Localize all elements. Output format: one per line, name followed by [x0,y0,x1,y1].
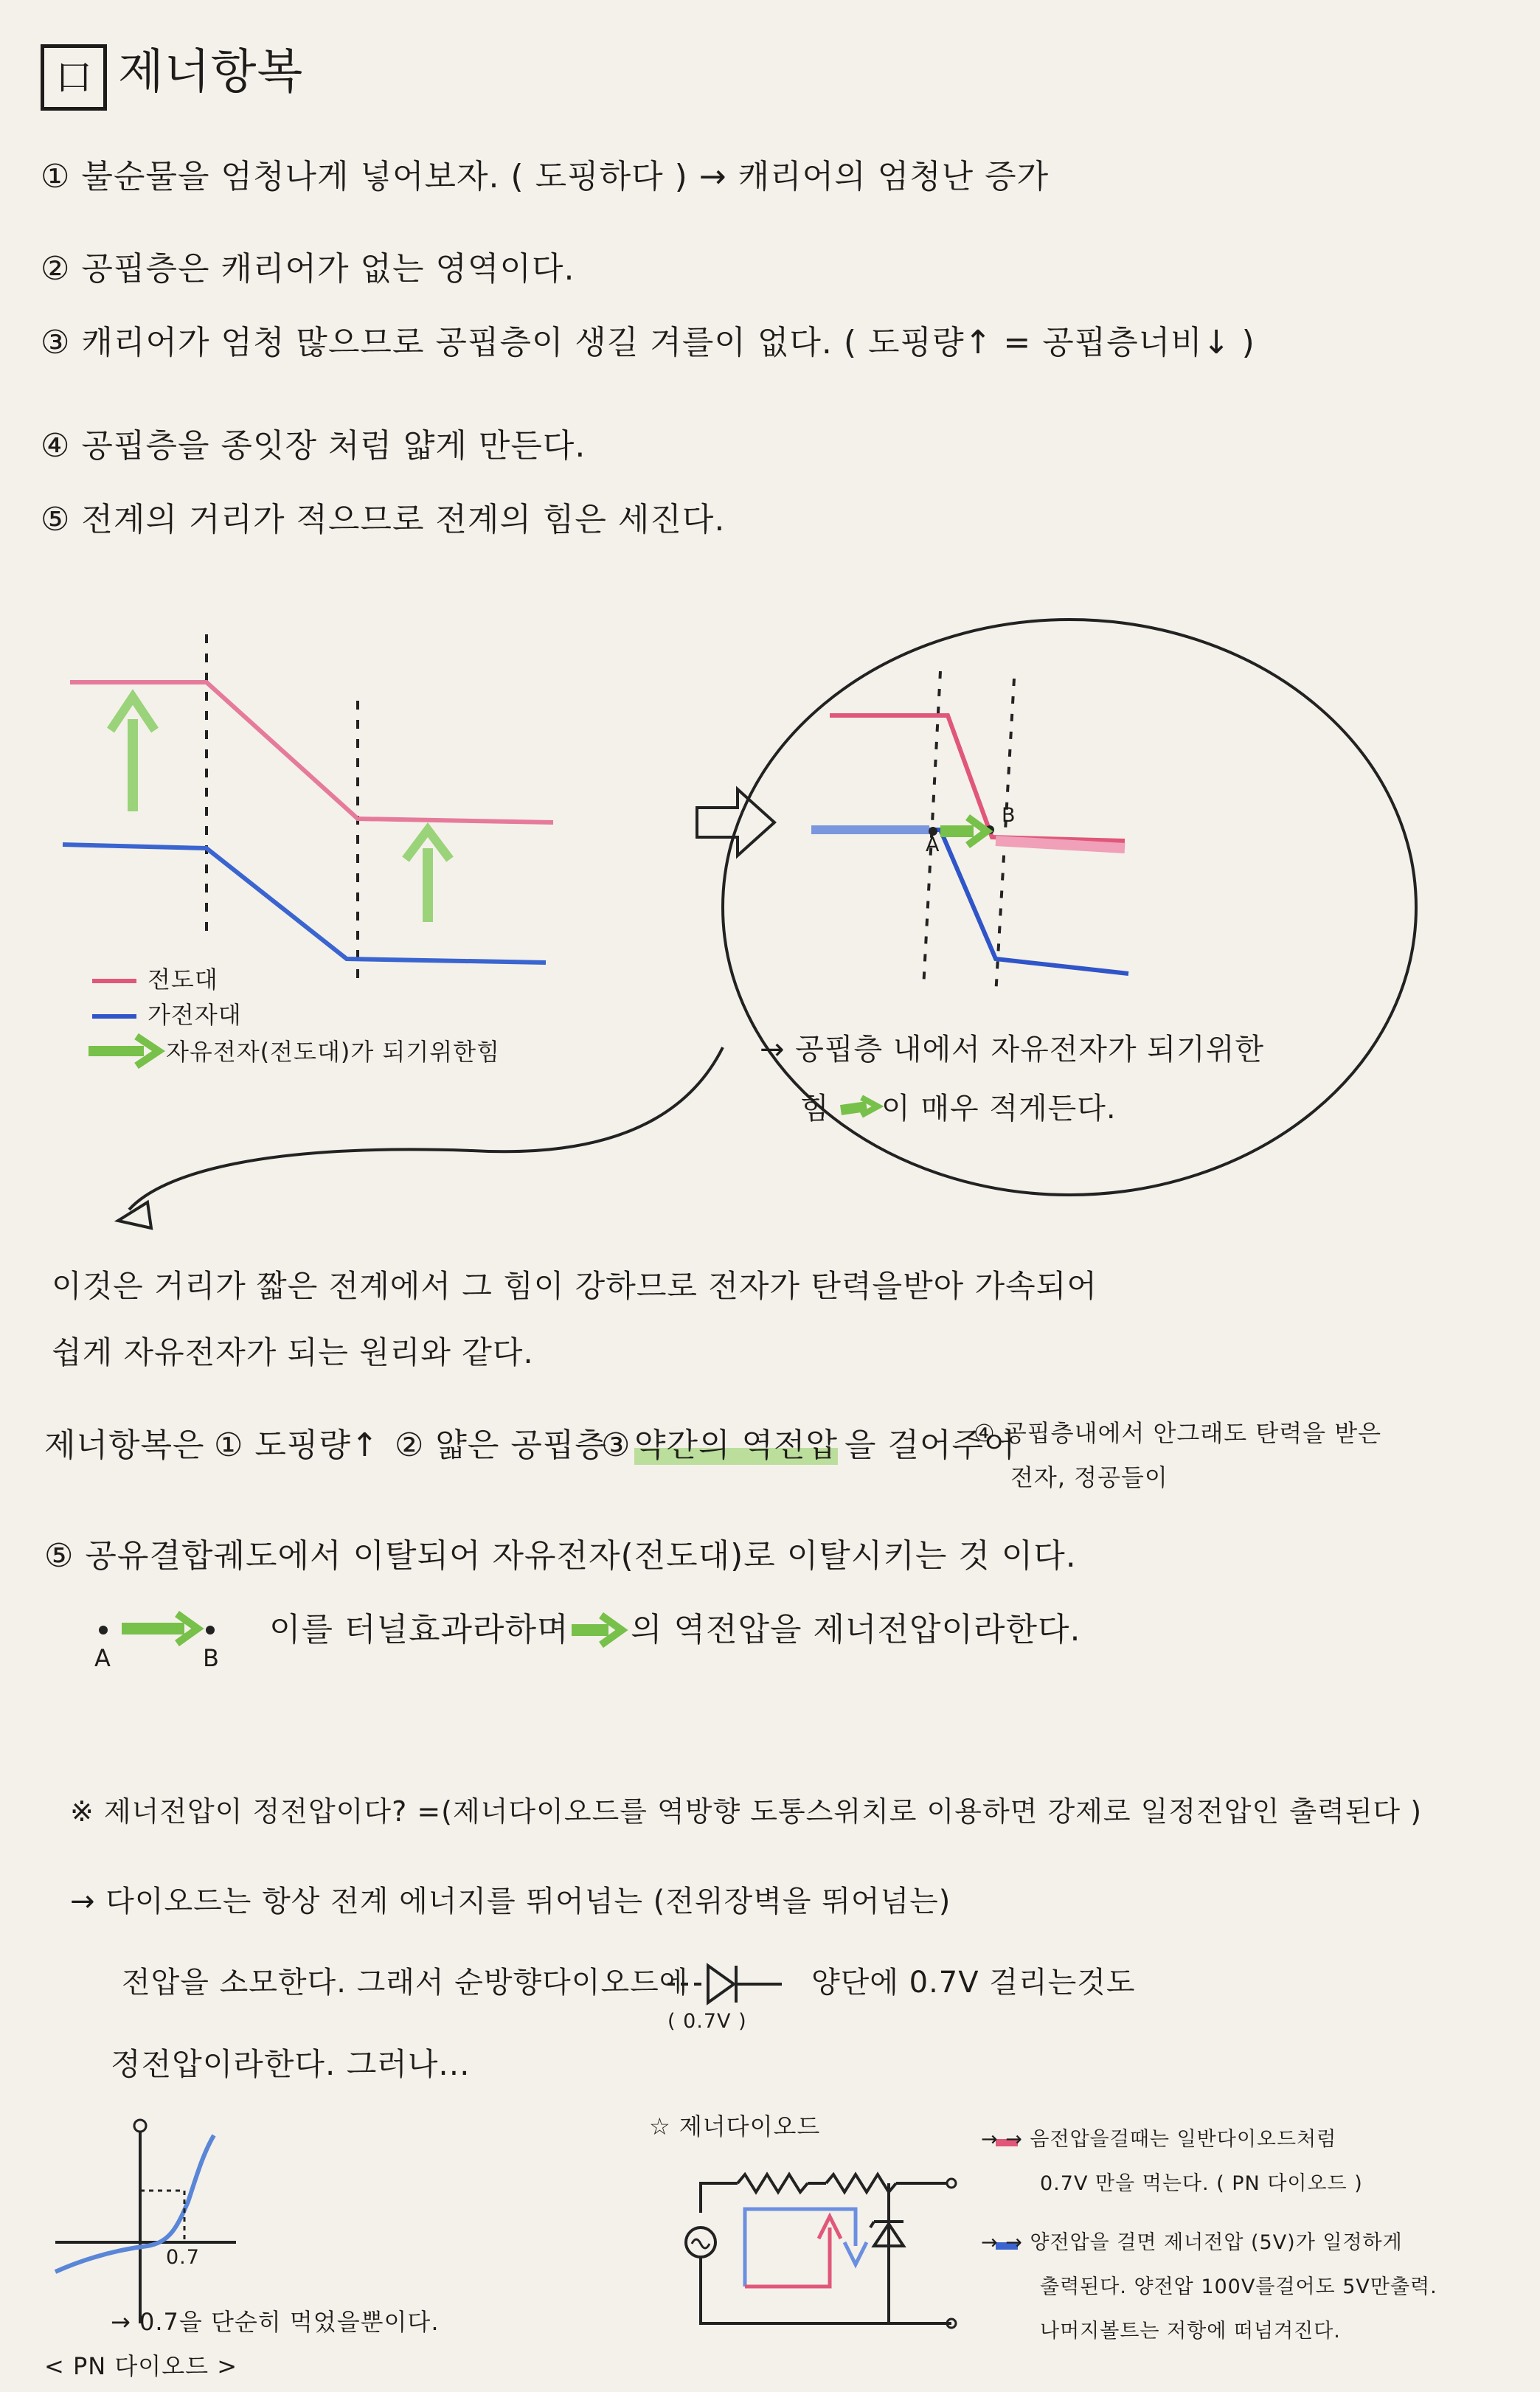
question-line3-pre: 전압을 소모한다. 그래서 순방향다이오드에 [122,1966,689,2000]
point-3: ③ 캐리어가 엄청 많으므로 공핍층이 생길 겨를이 없다. ( 도핑량↑ = 공핍층너비↓ ) [41,324,1255,361]
zener-note2-line3: 나머지볼트는 저항에 떠넘겨진다. [1040,2320,1341,2343]
iv-graph [55,2120,236,2323]
point-a-label: A [926,833,940,856]
summary-item3-pre: ③ [601,1426,631,1464]
conduction-band-thin-fill [996,841,1125,848]
summary-lead: 제너항복은 [44,1426,205,1464]
wide-depletion-diagram [63,634,553,1066]
summary-item3-highlight: 약간의 역전압 [634,1426,839,1464]
summary-item3-post: 을 걸어주어 [844,1426,1016,1464]
connector-curve [129,1047,723,1210]
diagram2-note-line2-pre: 힘 [800,1092,830,1126]
valence-band-line [63,845,546,963]
thin-depletion-diagram [118,620,1416,1228]
summary-item4-line1: ④ 공핍층내에서 안그래도 탄력을 받은 [974,1419,1382,1447]
point-2: ② 공핍층은 캐리어가 없는 영역이다. [41,250,575,288]
zener-note1-line1: → → 음전압을걸때는 일반다이오드처럼 [981,2128,1337,2151]
conduction-band-line [70,682,553,822]
summary-label-b: B [203,1644,220,1672]
point-b-label: B [1002,804,1016,827]
point-4: ④ 공핍층을 종잇장 처럼 얇게 만든다. [41,427,586,465]
small-green-arrow [841,1106,867,1110]
paragraph-line1: 이것은 거리가 짧은 전계에서 그 힘이 강하므로 전자가 탄력을받아 가속되어 [52,1268,1097,1304]
summary-item1: ① 도핑량↑ [214,1426,379,1464]
question-line4: 정전압이라한다. 그러나... [111,2046,471,2082]
zener-note2-line1: → → 양전압을 걸면 제너전압 (5V)가 일정하게 [981,2231,1403,2254]
diagram2-note-line1: → 공핍층 내에서 자유전자가 되기위한 [760,1033,1264,1067]
summary-tunnel-text: 이를 터널효과라하며 [269,1611,569,1649]
legend-valence-label: 가전자대 [148,1001,242,1029]
zener-note1-line2: 0.7V 만을 먹는다. ( PN 다이오드 ) [1040,2172,1363,2195]
transition-arrow [697,789,774,856]
title-number: 口 [55,56,92,99]
question-line2: → 다이오드는 항상 전계 에너지를 뛰어넘는 (전위장벽을 뛰어넘는) [70,1885,951,1918]
paragraph-line2: 쉽게 자유전자가 되는 원리와 같다. [52,1334,534,1370]
legend-conduction-label: 전도대 [148,966,218,994]
summary-item4-line2: 전자, 정공들이 [1010,1463,1168,1491]
zener-note2-line2: 출력된다. 양전압 100V를걸어도 5V만출력. [1040,2275,1437,2298]
page-title: 제너항복 [118,45,304,100]
question-line1: ※ 제너전압이 정전압이다? =(제너다이오드를 역방향 도통스위치로 이용하면 강제로 일정전압인 출력된다 ) [70,1795,1423,1828]
iv-tick-label: 0.7 [166,2246,200,2269]
legend-force-label: 자유전자(전도대)가 되기위한힘 [166,1038,500,1066]
zener-circuit [686,2132,956,2328]
summary-item2: ② 얇은 공핍층 [395,1426,607,1464]
summary-label-a: A [94,1644,111,1672]
question-line3-post: 양단에 0.7V 걸리는것도 [811,1966,1136,2000]
diagram2-note-line2-post: 이 매우 적게든다. [881,1092,1117,1126]
zener-heading: ☆ 제너다이오드 [649,2112,821,2140]
connector-arrowhead [118,1202,151,1228]
point-1: ① 불순물을 엄청나게 넣어보자. ( 도핑하다 ) → 캐리어의 엄청난 증가 [41,158,1050,195]
summary-tunnel-text2: 의 역전압을 제너전압이라한다. [631,1611,1081,1649]
iv-caption: < PN 다이오드 > [44,2352,238,2380]
summary-item5: ⑤ 공유결합궤도에서 이탈되어 자유전자(전도대)로 이탈시키는 것 이다. [44,1537,1077,1575]
diode-voltage-label: ( 0.7V ) [667,2010,747,2033]
valence-band-thin [811,830,1128,974]
point-5: ⑤ 전계의 거리가 적으므로 전계의 힘은 세진다. [41,501,726,538]
iv-note: → 0.7을 단순히 먹었을뿐이다. [111,2308,440,2336]
